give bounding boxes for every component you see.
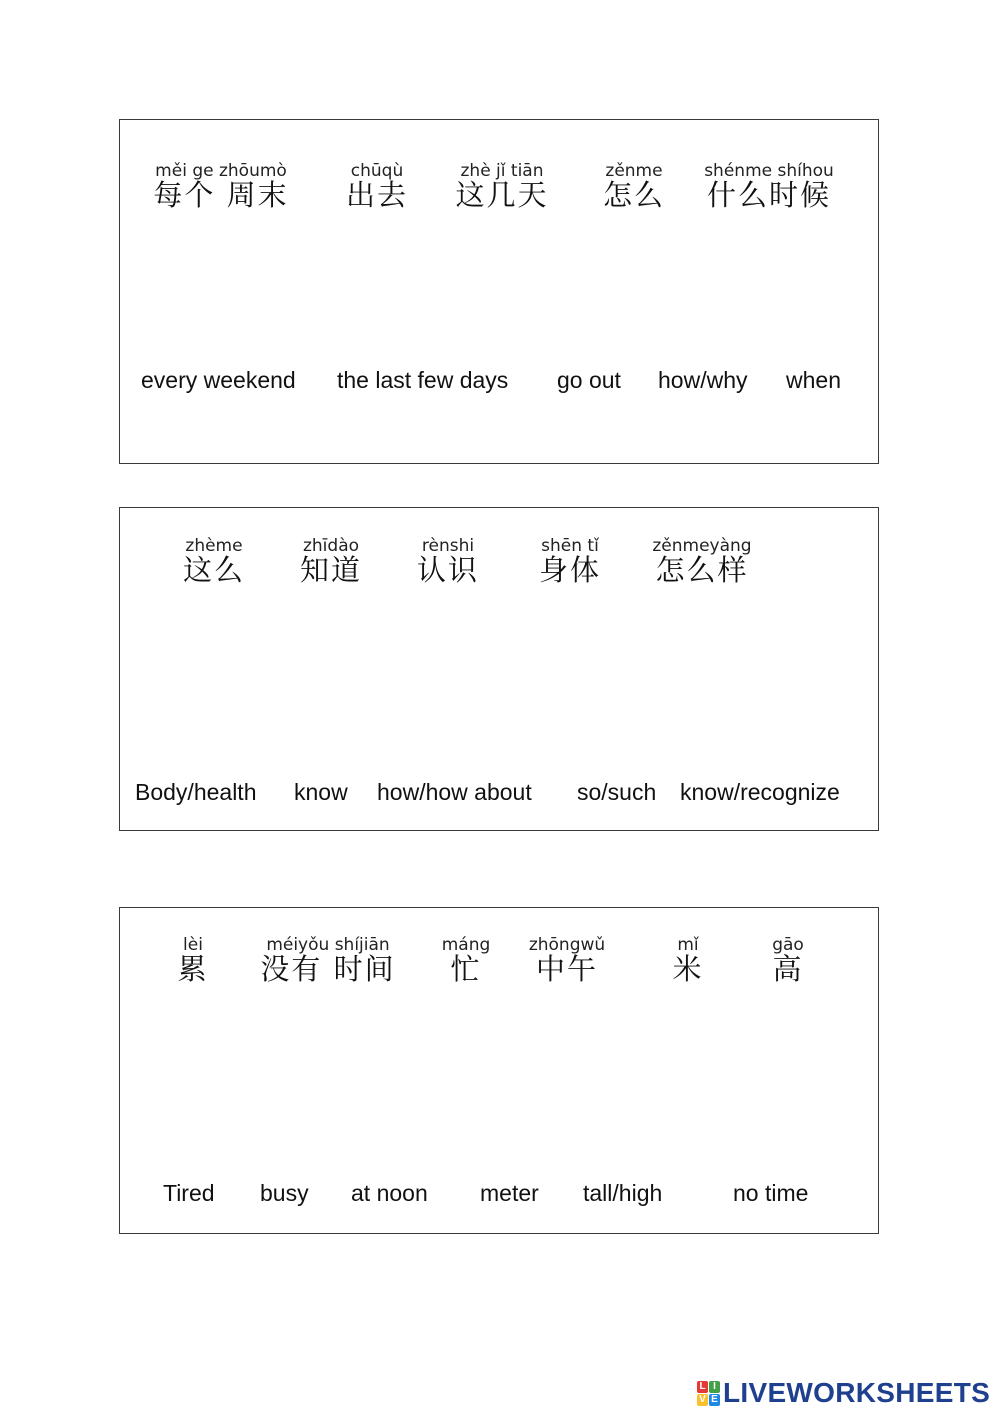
- meaning-label: at noon: [351, 1180, 428, 1206]
- vocab-word: [417, 537, 479, 586]
- hanzi: 知道: [299, 553, 363, 587]
- vocab-word: [652, 537, 751, 586]
- pinyin: chūqù: [350, 161, 404, 181]
- vocab-word: [183, 537, 245, 586]
- pinyin: shénme shíhou: [704, 161, 834, 181]
- hanzi: 认识: [416, 553, 480, 587]
- vocab-word: [346, 162, 408, 211]
- meaning-label: Body/health: [135, 779, 257, 805]
- hanzi: 忙: [450, 952, 482, 986]
- logo-icon: [697, 1381, 720, 1406]
- hanzi: 这么: [182, 553, 246, 587]
- vocab-word: [529, 936, 605, 985]
- hanzi: 高: [772, 952, 804, 986]
- pinyin: lèi: [183, 935, 203, 955]
- pinyin: zhè jǐ tiān: [460, 161, 544, 181]
- pinyin: méiyǒu shíjiān: [266, 935, 390, 955]
- pinyin: zěnmeyàng: [652, 536, 752, 556]
- vocab-word: [704, 162, 834, 211]
- meaning-label: so/such: [577, 779, 657, 805]
- logo-letter: V: [697, 1394, 708, 1406]
- vocab-word: [455, 162, 548, 211]
- meaning-label: no time: [733, 1180, 809, 1206]
- hanzi: 这几天: [455, 178, 549, 212]
- hanzi: 出去: [345, 178, 409, 212]
- pinyin: rènshi: [421, 536, 475, 556]
- meaning-label: go out: [557, 367, 621, 393]
- hanzi: 中午: [535, 952, 598, 986]
- pinyin: máng: [441, 935, 491, 955]
- hanzi: 怎么: [602, 178, 666, 212]
- meaning-label: meter: [480, 1180, 539, 1206]
- vocab-word: [177, 936, 208, 985]
- pinyin: shēn tǐ: [541, 536, 599, 556]
- vocab-word: [153, 162, 288, 211]
- meaning-label: know: [294, 779, 348, 805]
- vocab-card-2: [119, 507, 879, 831]
- hanzi: 累: [177, 952, 209, 986]
- meaning-label: every weekend: [141, 367, 296, 393]
- vocab-card-3: [119, 907, 879, 1234]
- pinyin: zhème: [185, 536, 243, 556]
- hanzi: 什么时候: [706, 178, 831, 212]
- liveworksheets-logo: [697, 1378, 990, 1408]
- meaning-label: know/recognize: [680, 779, 840, 805]
- vocab-card-1: [119, 119, 879, 464]
- vocab-word: [539, 537, 601, 586]
- vocab-word: [672, 936, 703, 985]
- meaning-label: busy: [260, 1180, 309, 1206]
- pinyin: gāo: [772, 935, 804, 955]
- logo-letter: E: [709, 1394, 720, 1406]
- pinyin: měi ge zhōumò: [155, 161, 287, 181]
- vocab-word: [772, 936, 804, 985]
- meaning-label: how/how about: [377, 779, 532, 805]
- vocab-word: [300, 537, 362, 586]
- vocab-word: [603, 162, 665, 211]
- pinyin: zhīdào: [302, 536, 360, 556]
- meaning-label: when: [786, 367, 841, 393]
- meaning-label: tall/high: [583, 1180, 663, 1206]
- hanzi: 米: [672, 952, 704, 986]
- logo-text: LIVEWORKSHEETS: [723, 1377, 991, 1408]
- pinyin: zěnme: [605, 161, 663, 181]
- meaning-label: how/why: [658, 367, 748, 393]
- hanzi: 怎么样: [655, 553, 749, 587]
- pinyin: mǐ: [677, 935, 699, 955]
- hanzi: 没有 时间: [260, 952, 396, 986]
- hanzi: 每个 周末: [153, 178, 289, 212]
- meaning-label: Tired: [163, 1180, 215, 1206]
- logo-letter: L: [697, 1381, 708, 1393]
- logo-letter: I: [709, 1381, 720, 1393]
- hanzi: 身体: [538, 553, 602, 587]
- vocab-word: [442, 936, 491, 985]
- vocab-word: [260, 936, 395, 985]
- pinyin: zhōngwǔ: [528, 935, 606, 955]
- meaning-label: the last few days: [337, 367, 509, 393]
